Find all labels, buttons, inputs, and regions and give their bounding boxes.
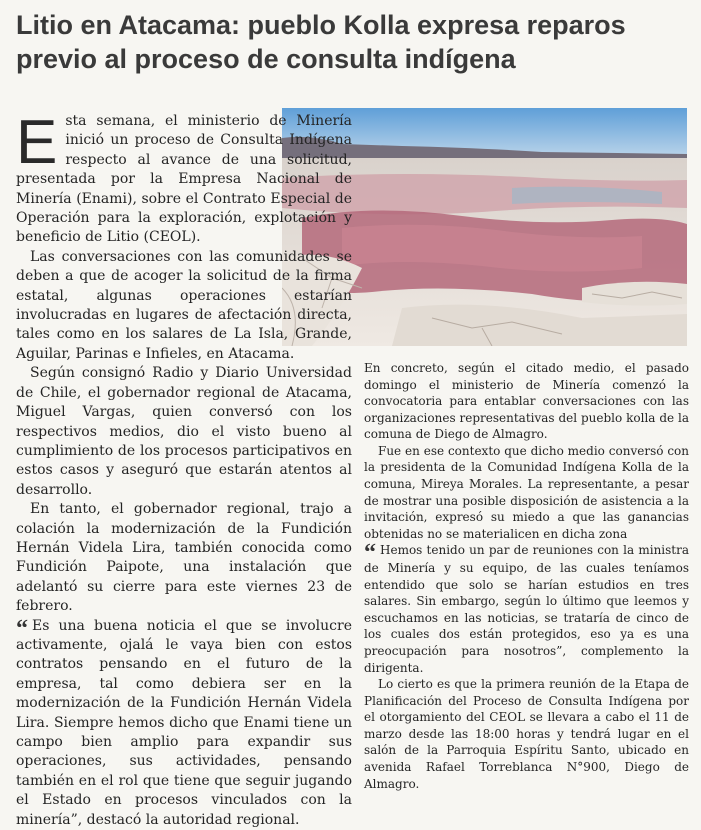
quote-leader — [364, 542, 689, 676]
drop-cap: E — [16, 108, 58, 177]
quote-leader-text: Hemos tenido un par de reuniones con la ministra de Minería y su equipo, de las cuales teníamos entendido que solo se harían estudios en tres salares. Sin embargo, según lo último que leemos y escuchamos en las noticias, se trataría de cinco de los cuales dos están protegidos, eso ya es una preocupación para nosotros”, complemento la dirigenta. — [364, 543, 689, 675]
quote-governor-text: Es una buena noticia el que se involucre activamente, ojalá le vaya bien con estos contratos pensando en el futuro de la empresa, tal como debiera ser en la modernización de la Fundición Hernán Videla Lira. Siempre hemos dicho que Enami tiene un campo bien amplio para expandir sus operaciones, sus actividades, pensando también en el rol que tiene que seguir jugando el Estado en procesos vinculados con la minería”, destacó la autoridad regional. — [16, 617, 352, 828]
paragraph-governor: Según consignó Radio y Diario Universidad de Chile, el gobernador regional de Atacama, Miguel Vargas, quien conversó con los respectivos medios, dio el visto bueno al cumplimiento de los procesos participativos en estos casos y aseguró que estarán atentos al desarrollo. — [16, 365, 352, 498]
paragraph-meeting: Lo cierto es que la primera reunión de la Etapa de Planificación del Proceso de Consulta Indígena por el otorgamiento del CEOL se llevara a cabo el 11 de marzo desde las 18:00 horas y tendrá lugar en el salón de la Parroquia Espíritu Santo, ubicado en avenida Rafael Torreblanca N°900, Diego de Almagro. — [364, 677, 689, 791]
headline: Litio en Atacama: pueblo Kolla expresa reparos previo al proceso de consulta indígena — [16, 10, 626, 74]
paragraph-communities: Las conversaciones con las comunidades se deben a que de acoger la solicitud de la firma estatal, algunas operaciones estarían involucradas en lugares de afectación directa, tales como en los salares de La Isla, Grande, Aguilar, Parinas e Infieles, en Atacama. — [16, 248, 352, 362]
paragraph-intro: sta semana, el ministerio de Minería inició un proceso de Consulta Indígena respecto al avance de una solicitud, presentada por la Empresa Nacional de Minería (Enami), sobre el Contrato Especial de Operación para la exploración, explotación y beneficio de Litio (CEOL). — [16, 113, 352, 246]
paragraph-in-concrete-continued: En concreto, según el citado medio, el pasado domingo el ministerio de Minería comenzó la convocatoria para entablar conversaciones con las organizaciones representativas del pueblo kolla de la comuna de Diego de Almagro. — [364, 361, 689, 442]
paragraph-interview: Fue en ese contexto que dicho medio conversó con la presidenta de la Comunidad Indígena Kolla de la comuna, Mireya Morales. La representante, a pesar de mostrar una posible disposición de asistencia a la invitación, expresó su miedo a que las ganancias obtenidas no se materialicen en dicha zona — [364, 443, 689, 541]
quote-governor — [16, 617, 352, 830]
quote-mark-icon-2: “ — [364, 540, 376, 567]
article-column-left — [16, 108, 352, 830]
quote-mark-icon: “ — [16, 615, 28, 642]
article-column-right — [364, 360, 689, 792]
paragraph-foundry: En tanto, el gobernador regional, trajo a colación la modernización de la Fundición Hernán Videla Lira, también conocida como Fundición Paipote, una instalación que adelantó su cierre para este viernes 23 de febrero. — [16, 501, 352, 615]
